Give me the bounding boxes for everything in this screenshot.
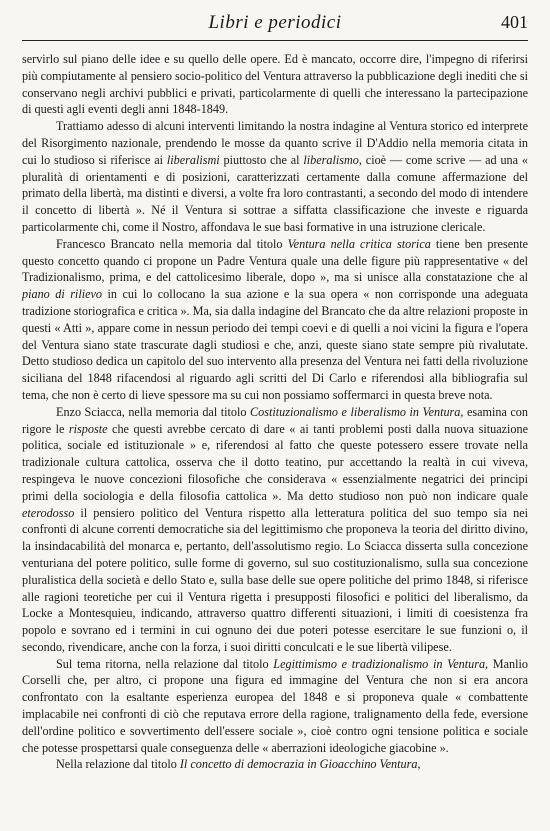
italic-text: liberalismi	[166, 152, 220, 167]
running-title: Libri e periodici	[208, 12, 342, 33]
text-run: Trattiamo adesso di alcuni interventi limitando la nostra indagine al Ventura storico ed interprete del Risorgimento nazionale, prendendo le mosse da quanto scrive il D'Addio nella memoria citata in cui lo studioso si riferisce ai	[22, 119, 528, 167]
text-run: servirlo sul piano delle idee e su quello delle opere. Ed è mancato, occorre dire, l'impegno di riferirsi più compiutamente al pensiero socio-politico del Ventura attraverso la pubblicazione degli inediti che si conservano negli archivi pubblici e privati, particolarmente di quelli che interessano la partecipazione di questi agli eventi degli anni 1848-1849.	[22, 52, 528, 117]
paragraph	[22, 656, 528, 757]
paragraph	[22, 118, 528, 236]
text-run: , cioè — come scrive — ad una « pluralità di orientamenti e di posizioni, caratterizzati certamente dalla comune affermazione del primato della libertà, ma distinti e diversi, a volte fra loro contrastanti, a secondo del modo di intendere il concetto di libertà ». Né il Ventura si sottrae a siffatta classificazione che investe e riguarda particolarmente chi, come il Nostro, affondava le sue basi formative in una istruzione clericale.	[22, 152, 528, 234]
paragraph	[22, 756, 528, 773]
text-run: Enzo Sciacca, nella memoria dal titolo	[56, 404, 250, 419]
paragraph	[22, 404, 528, 656]
text-run: il pensiero politico del Ventura rispetto alla letteratura politica del suo tempo sia nei confronti di alcune correnti democratiche sia del legittimismo che proponeva la teoria del diritto divino, la insindacabilità del monarca e, pertanto, dell'assolutismo regio. Lo Sciacca disserta sulla concezione venturiana del potere politico, sulle forme di governo, sul suo costituzionalismo, sulla sua concezione pluralistica della società e dello Stato e, sulla base delle sue opere politiche del primo 1848, si riferisce alle ragioni teoretiche per cui il Ventura rigetta i presupposti filosofici e politici del liberalismo, da Locke a Montesquieu, indicando, attraverso quattro differenti situazioni, i limiti di coesistenza fra popolo e sovrano ed i termini in cui ognuno dei due poteri potesse esercitare le sue funzioni o, il secondo, rivendicare, anche con la forza, i suoi diritti conculcati e le sue libertà vilipese.	[22, 505, 528, 654]
body-text	[22, 51, 528, 773]
italic-text: Ventura nella critica storica	[287, 236, 431, 251]
text-run: esamina con rigore le	[22, 404, 528, 436]
document-page	[22, 10, 528, 773]
italic-text: Il concetto di democrazia in Gioacchino Ventura,	[179, 757, 421, 772]
text-run: piuttosto che al	[219, 152, 304, 167]
text-run: tiene ben presente questo concetto quando ci propone un Padre Ventura quale una delle figure più rappresentative « del Tradizionalismo, prima, e del cattolicesimo liberale, dopo », ma si unisce alla constatazione che al	[22, 236, 528, 285]
italic-text: risposte	[68, 421, 108, 436]
text-run: che questi avrebbe cercato di dare « ai tanti problemi posti dalla nuova situazione politica, sociale ed istituzionale » e, riferendosi al fatto che queste potessero essere trovate nella tradizionale cultura cattolica, osserva che il dotto teatino, pur accettando la realtà in cui viveva, respingeva le nuove concezioni filosofiche che considerava « essenzialmente negatrici dei principi primi della sociologia e della filosofia cattolica ». Ma detto studioso non può non indicare quale	[22, 421, 528, 503]
italic-text: Legittimismo e tradizionalismo in Ventura,	[273, 656, 489, 671]
italic-text: piano di rilievo	[22, 287, 103, 302]
text-run: Francesco Brancato nella memoria dal titolo	[56, 236, 288, 251]
header-rule	[22, 40, 528, 41]
text-run: Manlio Corselli che, per altro, ci propone una figura ed immagine del Ventura che non si era ancora confrontato con la esaltante esperienza europea del 1848 e si proponeva quale « combattente implacabile nei confronti di ciò che reputava errore della ragione, tralignamento della fede, eversione dell'ordine politico e sovvertimento dell'essere sociale », cioè contro ogni tensione politica e sociale che potesse prospettarsi quale conseguenza delle « aberrazioni ideologiche giacobine ».	[22, 656, 528, 755]
page-number: 401	[501, 12, 528, 32]
paragraph	[22, 51, 528, 118]
text-run: Sul tema ritorna, nella relazione dal titolo	[56, 656, 274, 671]
page-header	[22, 10, 528, 36]
italic-text: liberalismo	[303, 152, 359, 167]
italic-text: eterodosso	[22, 505, 75, 520]
text-run: in cui lo collocano la sua azione e la sua opera « non corrisponde una adeguata tradizione storiografica e critica ». Ma, sia dalla indagine del Brancato che da altre relazioni proposte in questi « Atti », appare come in nessun periodo dei tempi coevi e di quelli a noi vicini la figura e l'opera del Ventura siano state trascurate dagli studiosi e che, anzi, queste siano state sempre più rivalutate. Detto studioso dedica un capitolo del suo intervento alla presenza del Ventura nei fatti della rivoluzione siciliana del 1848 rifacendosi al riguardo agli scritti del Di Carlo e riferendosi alla bibliografia sul tema, che non è certo di lieve spessore ma su cui non possiamo soffermarci in questa breve nota.	[22, 287, 528, 402]
italic-text: Costituzionalismo e liberalismo in Ventura,	[249, 404, 464, 419]
text-run: Nella relazione dal titolo	[56, 757, 180, 772]
paragraph	[22, 236, 528, 404]
